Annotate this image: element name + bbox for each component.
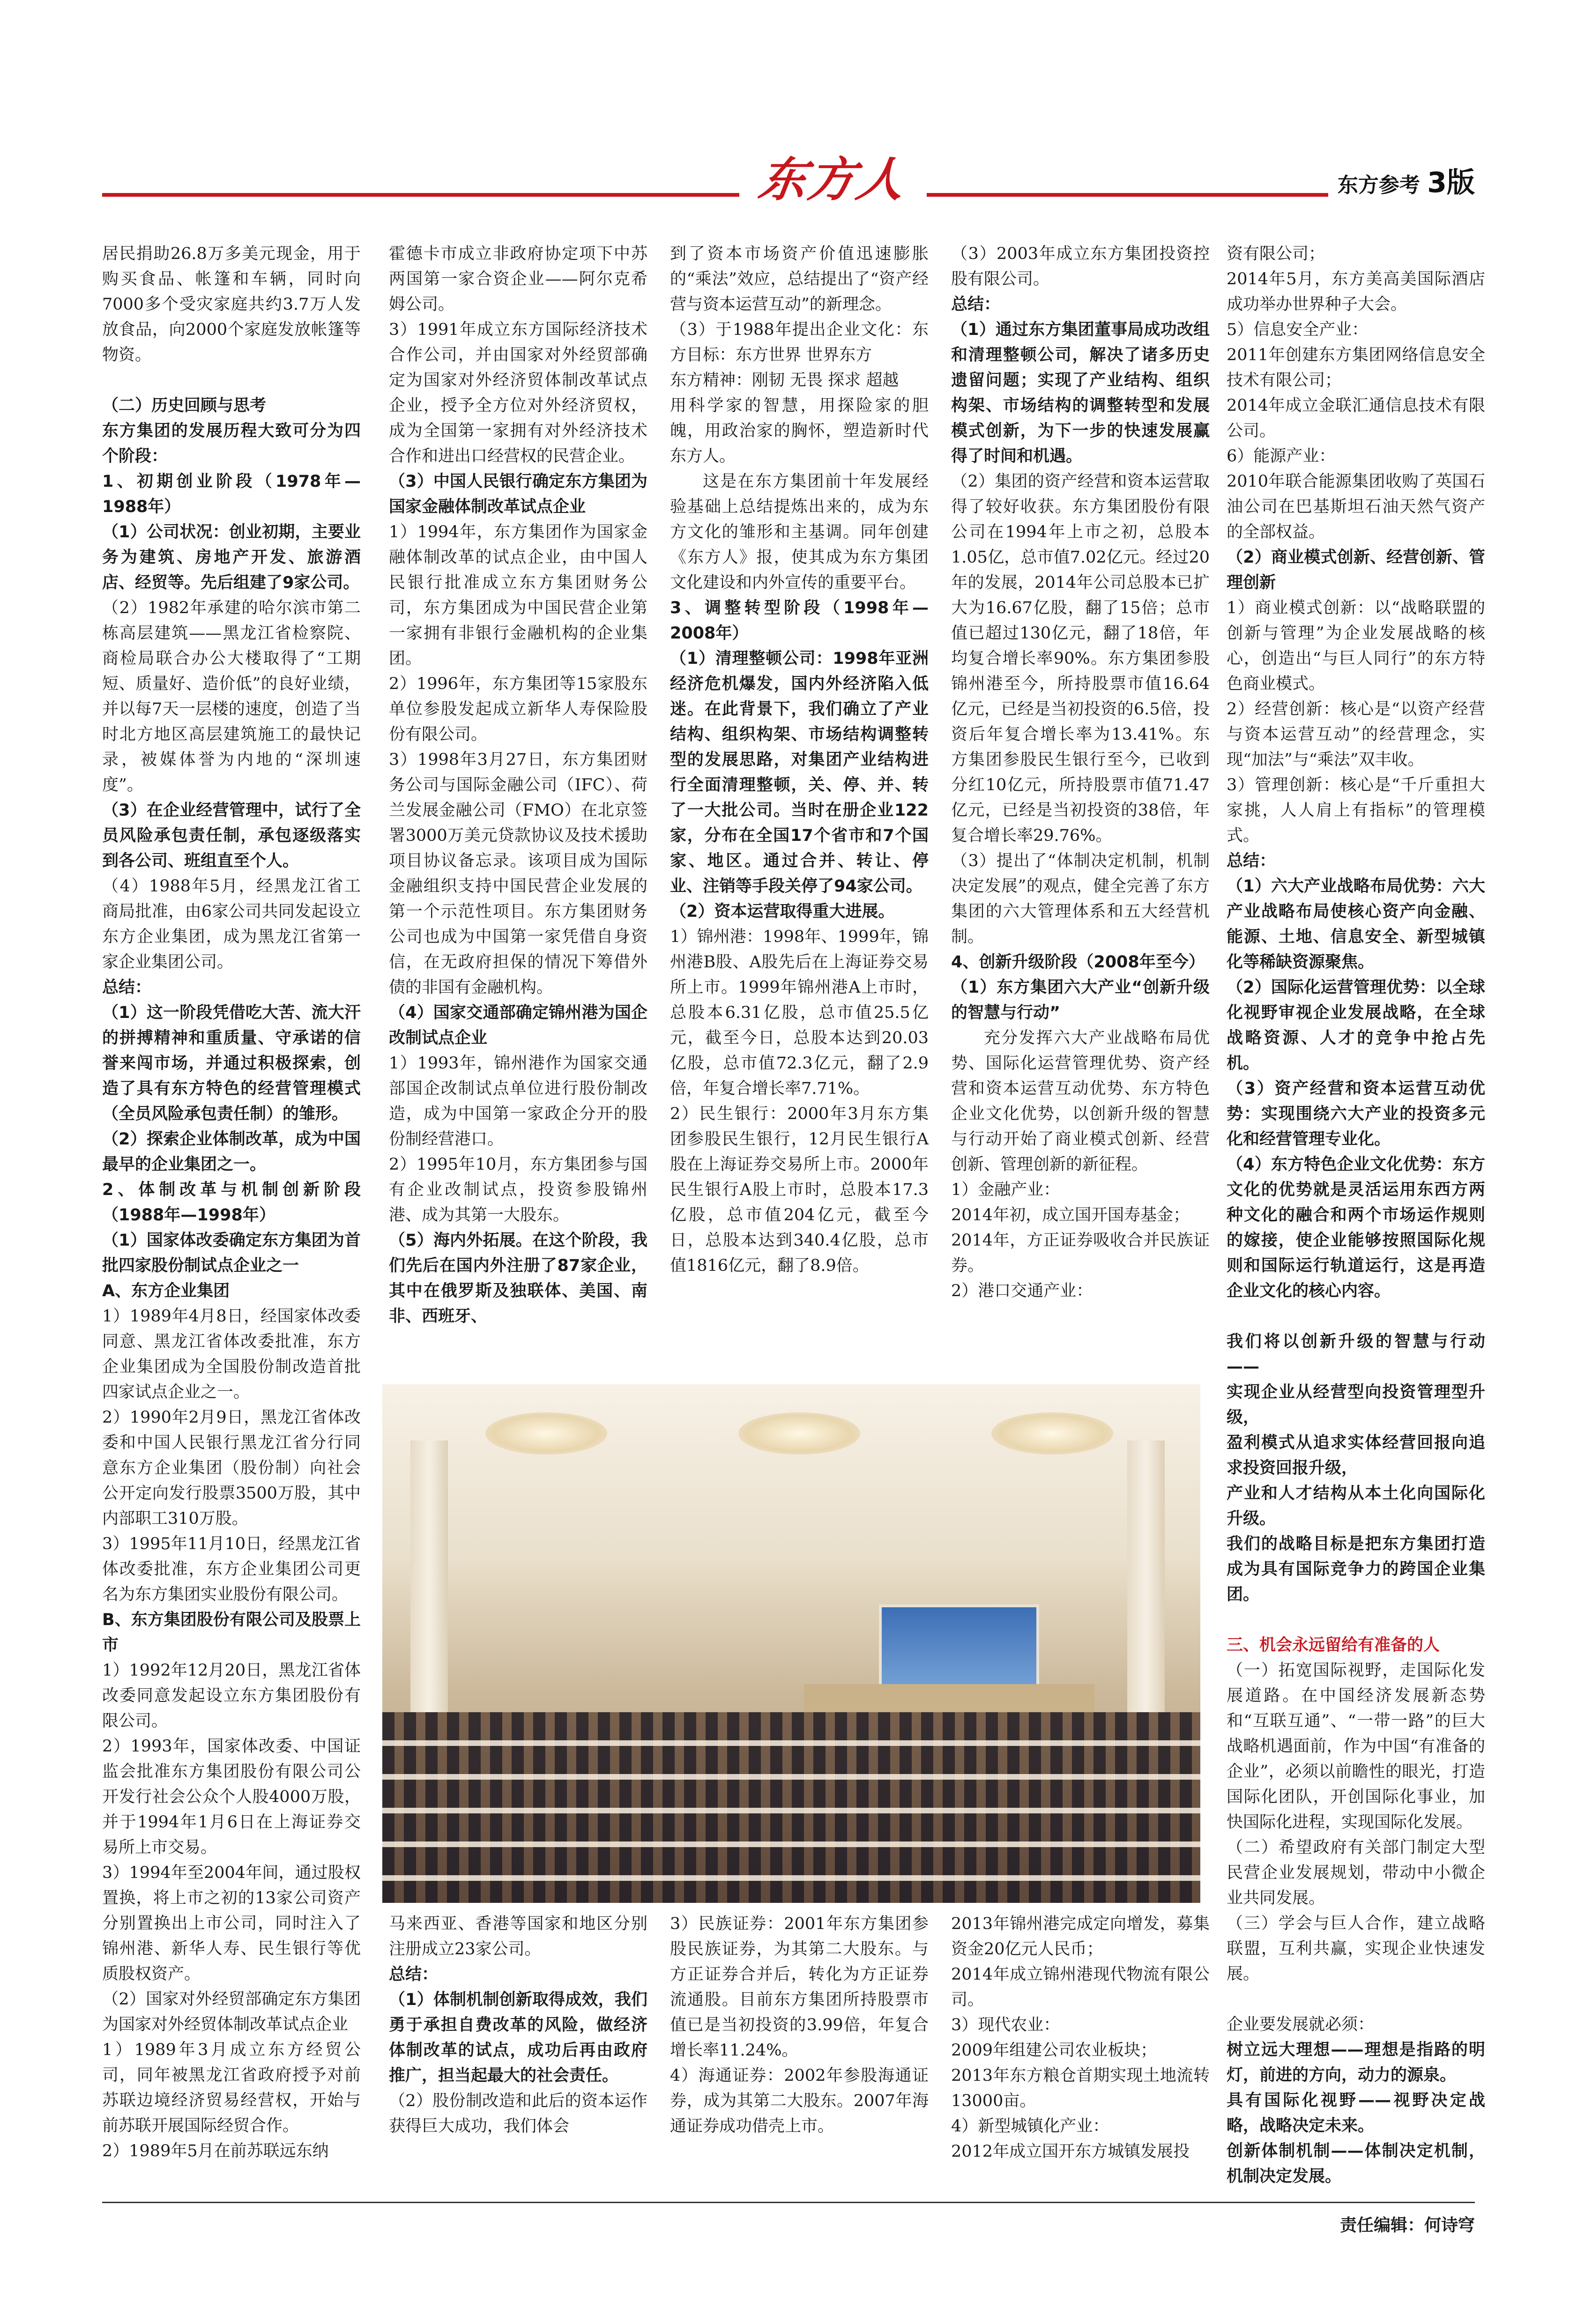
paragraph: （2）股份制改造和此后的资本运作获得巨大成功，我们体会 bbox=[389, 2092, 647, 2136]
paragraph: 6）能源产业： bbox=[1227, 447, 1336, 466]
paragraph: （4）1988年5月，经黑龙江省工商局批准，由6家公司共同发起设立东方企业集团，成为黑龙江省第一家企业集团公司。 bbox=[102, 877, 361, 972]
paragraph: （3）2003年成立东方集团投资控股有限公司。 bbox=[951, 245, 1210, 289]
paragraph: 3）1995年11月10日，经黑龙江省体改委批准，东方企业集团公司更名为东方集团实业股份有限公司。 bbox=[102, 1535, 361, 1604]
subheading: 创新体制机制——体制决定机制，机制决定发展。 bbox=[1227, 2142, 1485, 2186]
paragraph: 用科学家的智慧，用探险家的胆魄，用政治家的胸怀，塑造新时代东方人。 bbox=[670, 396, 929, 466]
paragraph: （一）拓宽国际视野，走国际化发展道路。在中国经济发展新态势和“互联互通”、“一带一路”的巨大战略机遇面前，作为中国“有准备的企业”，必须以前瞻性的眼光，打造国际化团队，开创国际化事业，加快国际化进程，实现国际化发展。 bbox=[1227, 1661, 1485, 1832]
paragraph: 2）1995年10月，东方集团参与国有企业改制试点，投资参股锦州港、成为其第一大股东。 bbox=[389, 1155, 647, 1225]
paragraph: 东方精神：刚韧 无畏 探求 超越 bbox=[670, 371, 899, 390]
paragraph: 充分发挥六大产业战略布局优势、国际化运营管理优势、资产经营和资本运营互动优势、东方特色企业文化优势，以创新升级的智慧与行动开始了商业模式创新、经营创新、管理创新的新征程。 bbox=[951, 1029, 1210, 1174]
subheading: （1）国家体改委确定东方集团为首批四家股份制试点企业之一 bbox=[102, 1231, 361, 1275]
paragraph: 1）1989年4月8日，经国家体改委同意、黑龙江省体改委批准，东方企业集团成为全国股份制改造首批四家试点企业之一。 bbox=[102, 1307, 361, 1402]
paragraph: 4）海通证券：2002年参股海通证券，成为其第二大股东。2007年海通证券成功借壳上市。 bbox=[670, 2066, 929, 2136]
paragraph: 企业要发展就必须： bbox=[1227, 2015, 1375, 2034]
subheading: （4）国家交通部确定锦州港为国企改制试点企业 bbox=[389, 1003, 647, 1047]
chandelier bbox=[485, 1412, 607, 1455]
subheading: （1）六大产业战略布局优势：六大产业战略布局使核心资产向金融、能源、土地、信息安全、新型城镇化等稀缺资源聚焦。 bbox=[1227, 877, 1485, 972]
subheading: 我们的战略目标是把东方集团打造成为具有国际竞争力的跨国企业集团。 bbox=[1227, 1535, 1485, 1604]
paragraph: 2013年锦州港完成定向增发，募集资金20亿元人民币； bbox=[951, 1915, 1210, 1959]
paragraph: 2009年组建公司农业板块； bbox=[951, 2041, 1157, 2060]
paragraph: 2）经营创新：核心是“以资产经营与资本运营互动”的经营理念，实现“加法”与“乘法”双丰收。 bbox=[1227, 700, 1485, 769]
paragraph: 居民捐助26.8万多美元现金，用于购买食品、帐篷和车辆，同时向7000多个受灾家庭共约3.7万人发放食品，向2000个家庭发放帐篷等物资。 bbox=[102, 245, 361, 364]
subheading: 实现企业从经营型向投资管理型升级， bbox=[1227, 1383, 1485, 1427]
paragraph: （2）1982年承建的哈尔滨市第二栋高层建筑——黑龙江省检察院、商检局联合办公大楼取得了“工期短、质量好、造价低”的良好业绩，并以每7天一层楼的速度，创造了当时北方地区高层建筑施工的最快记录，被媒体誉为内地的“深圳速度”。 bbox=[102, 599, 361, 794]
subheading: 具有国际化视野——视野决定战略，战略决定未来。 bbox=[1227, 2091, 1485, 2135]
paragraph: 1）1993年，锦州港作为国家交通部国企改制试点单位进行股份制改造，成为中国第一家政企分开的股份制经营港口。 bbox=[389, 1054, 647, 1149]
paragraph: 资有限公司； bbox=[1227, 245, 1325, 263]
paragraph: 1）锦州港：1998年、1999年，锦州港B股、A股先后在上海证券交易所上市。1999年锦州港A上市时，总股本6.31亿股，总市值25.5亿元，截至今日，总股本达到20.03亿股，总市值72.3亿元，翻了2.9倍，年复合增长率7.71%。 bbox=[670, 928, 929, 1098]
paragraph-spacer bbox=[1227, 1304, 1485, 1329]
paragraph: 2）港口交通产业： bbox=[951, 1282, 1093, 1300]
subheading: 树立远大理想——理想是指路的明灯，前进的方向，动力的源泉。 bbox=[1227, 2041, 1485, 2085]
paragraph-spacer bbox=[102, 368, 361, 393]
chandelier bbox=[738, 1412, 860, 1455]
subheading: 1、初期创业阶段（1978年—1988年） bbox=[102, 472, 361, 516]
subheading: （3）中国人民银行确定东方集团为国家金融体制改革试点企业 bbox=[389, 472, 647, 516]
paragraph: 2014年成立锦州港现代物流有限公司。 bbox=[951, 1965, 1210, 2009]
subheading: （1）通过东方集团董事局成功改组和清理整顿公司，解决了诸多历史遗留问题；实现了产业结构、组织构架、市场结构的调整转型和发展模式创新，为下一步的快速发展赢得了时间和机遇。 bbox=[951, 320, 1210, 466]
subheading: 总结： bbox=[389, 1965, 439, 1984]
subheading: （5）海内外拓展。在这个阶段，我们先后在国内外注册了87家企业，其中在俄罗斯及独联体、美国、南非、西班牙、 bbox=[389, 1231, 647, 1326]
paragraph: 5）信息安全产业： bbox=[1227, 320, 1369, 339]
paragraph: 2）民生银行：2000年3月东方集团参股民生银行，12月民生银行A股在上海证券交易所上市。2000年民生银行A股上市时，总股本17.3亿股，总市值204亿元，截至今日，总股本达到340.4亿股，总市值1816亿元，翻了8.9倍。 bbox=[670, 1105, 929, 1275]
subheading: （1）公司状况：创业初期，主要业务为建筑、房地产开发、旅游酒店、经贸等。先后组建了9家公司。 bbox=[102, 523, 361, 592]
paragraph: 2013年东方粮仓首期实现土地流转13000亩。 bbox=[951, 2066, 1210, 2110]
paragraph: （3）于1988年提出企业文化：东方目标：东方世界 世界东方 bbox=[670, 320, 929, 364]
paragraph: 2）1993年，国家体改委、中国证监会批准东方集团股份有限公司公开发行社会公众个人股4000万股，并于1994年1月6日在上海证券交易所上市交易。 bbox=[102, 1737, 361, 1857]
paragraph: 2010年联合能源集团收购了英国石油公司在巴基斯坦石油天然气资产的全部权益。 bbox=[1227, 472, 1485, 542]
subheading: （2）资本运营取得重大进展。 bbox=[670, 902, 895, 921]
subheading: （1）体制机制创新取得成效，我们勇于承担自费改革的风险，做经济体制改革的试点，成功后再由政府推广，担当起最大的社会责任。 bbox=[389, 1990, 647, 2085]
section-name: 东方参考 bbox=[1337, 173, 1420, 197]
subheading: （2）国际化运营管理优势：以全球化视野审视企业发展战略，在全球战略资源、人才的竞争中抢占先机。 bbox=[1227, 978, 1485, 1073]
paragraph: 3）1998年3月27日，东方集团财务公司与国际金融公司（IFC）、荷兰发展金融公司（FMO）在北京签署3000万美元贷款协议及技术援助项目协议备忘录。该项目成为国际金融组织支持中国民营企业发展的第一个示范性项目。东方集团财务公司也成为中国第一家凭借自身资信，在无政府担保的情况下筹借外债的非国有金融机构。 bbox=[389, 750, 647, 997]
subheading: 盈利模式从追求实体经营回报向追求投资回报升级， bbox=[1227, 1433, 1485, 1478]
page-number: 3版 bbox=[1427, 166, 1475, 199]
logo-text: 东方人 bbox=[755, 152, 910, 207]
paragraph: 到了资本市场资产价值迅速膨胀的“乘法”效应，总结提出了“资产经营与资本运营互动”的新理念。 bbox=[670, 245, 929, 314]
column-3-top bbox=[670, 241, 929, 1278]
paragraph: 2012年成立国开东方城镇发展投 bbox=[951, 2142, 1190, 2161]
subheading: 总结： bbox=[1227, 852, 1276, 870]
subheading: A、东方企业集团 bbox=[102, 1282, 230, 1300]
paragraph: 3）1991年成立东方国际经济技术合作公司，并由国家对外经贸部确定为国家对外经济贸体制改革试点企业，授予全方位对外经济贸权，成为全国第一家拥有对外经济技术合作和进出口经营权的民营企业。 bbox=[389, 320, 647, 466]
paragraph: 1）1994年，东方集团作为国家金融体制改革的试点企业，由中国人民银行批准成立东方集团财务公司，东方集团成为中国民营企业第一家拥有非银行金融机构的企业集团。 bbox=[389, 523, 647, 668]
paragraph: 霍德卡市成立非政府协定项下中苏两国第一家合资企业——阿尔克希姆公司。 bbox=[389, 245, 647, 314]
subheading: （4）东方特色企业文化优势：东方文化的优势就是灵活运用东西方两种文化的融合和两个市场运作规则的嫁接，使企业能够按照国际化规则和国际运行轨道运行，这是再造企业文化的核心内容。 bbox=[1227, 1155, 1485, 1300]
paragraph: （3）提出了“体制决定机制，机制决定发展”的观点，健全完善了东方集团的六大管理体系和五大经营机制。 bbox=[951, 852, 1210, 946]
paragraph-spacer bbox=[1227, 1607, 1485, 1633]
column-2-bottom bbox=[389, 1911, 647, 2139]
paragraph: 3）1994年至2004年间，通过股权置换，将上市之初的13家公司资产分别置换出上市公司，同时注入了锦州港、新华人寿、民生银行等优质股权资产。 bbox=[102, 1864, 361, 1983]
column-5 bbox=[1227, 241, 1485, 2189]
column-4-top bbox=[951, 241, 1210, 1304]
subheading: （1）清理整顿公司：1998年亚洲经济危机爆发，国内外经济陷入低迷。在此背景下，我们确立了产业结构、组织构架、市场结构调整转型的发展思路，对集团产业结构进行全面清理整顿，关、停、并、转了一大批公司。当时在册企业122家，分布在全国17个省市和7个国家、地区。通过合并、转让、停业、注销等手段关停了94家公司。 bbox=[670, 649, 929, 896]
subheading: 2、体制改革与机制创新阶段（1988年—1998年） bbox=[102, 1181, 361, 1225]
subheading: （1）这一阶段凭借吃大苦、流大汗的拼搏精神和重质量、守承诺的信誉来闯市场，并通过积极探索，创造了具有东方特色的经营管理模式（全员风险承包责任制）的雏形。 bbox=[102, 1003, 361, 1123]
seat-rows bbox=[382, 1712, 1200, 1903]
paragraph: 1）金融产业： bbox=[951, 1181, 1060, 1199]
paragraph: 2014年成立金联汇通信息技术有限公司。 bbox=[1227, 396, 1485, 440]
subheading: B、东方集团股份有限公司及股票上市 bbox=[102, 1611, 361, 1655]
subheading: （二）历史回顾与思考 bbox=[102, 396, 267, 415]
chandelier bbox=[991, 1412, 1113, 1455]
column-4-bottom bbox=[951, 1911, 1210, 2164]
footer-rule bbox=[102, 2202, 1475, 2203]
newspaper-logo bbox=[739, 150, 927, 207]
paragraph: 2）1990年2月9日，黑龙江省体改委和中国人民银行黑龙江省分行同意东方企业集团（股份制）向社会公开定向发行股票3500万股，其中内部职工310万股。 bbox=[102, 1408, 361, 1528]
section-heading: 三、机会永远留给有准备的人 bbox=[1227, 1636, 1440, 1655]
column-2-top bbox=[389, 241, 647, 1329]
subheading: （3）资产经营和资本运营互动优势：实现围绕六大产业的投资多元化和经营管理专业化。 bbox=[1227, 1079, 1485, 1149]
paragraph: 2）1989年5月在前苏联远东纳 bbox=[102, 2142, 329, 2161]
column-3-bottom bbox=[670, 1911, 929, 2139]
subheading: 3、调整转型阶段（1998年—2008年） bbox=[670, 599, 929, 643]
paragraph: 1）1989年3月成立东方经贸公司，同年被黑龙江省政府授予对前苏联边境经济贸易经营权，开始与前苏联开展国际经贸合作。 bbox=[102, 2041, 361, 2135]
subheading: （2）商业模式创新、经营创新、管理创新 bbox=[1227, 548, 1485, 592]
column-1 bbox=[102, 241, 361, 2164]
paragraph: 2014年5月，东方美高美国际酒店成功举办世界种子大会。 bbox=[1227, 270, 1485, 314]
subheading: 总结： bbox=[102, 978, 152, 997]
conference-photo bbox=[382, 1384, 1200, 1903]
paragraph: 2）1996年，东方集团等15家股东单位参股发起成立新华人寿保险股份有限公司。 bbox=[389, 675, 647, 744]
subheading: 4、创新升级阶段（2008年至今） bbox=[951, 953, 1205, 972]
paragraph: 2014年初，成立国开国寿基金； bbox=[951, 1206, 1190, 1225]
subheading: 产业和人才结构从本土化向国际化升级。 bbox=[1227, 1484, 1485, 1528]
subheading: 东方集团的发展历程大致可分为四个阶段： bbox=[102, 422, 361, 466]
paragraph: 2014年，方正证券吸收合并民族证券。 bbox=[951, 1231, 1210, 1275]
responsible-editor: 责任编辑：何诗穹 bbox=[1339, 2216, 1475, 2235]
paragraph: 4）新型城镇化产业： bbox=[951, 2117, 1109, 2136]
subheading: （2）探索企业体制改革，成为中国最早的企业集团之一。 bbox=[102, 1130, 361, 1174]
paragraph: 1）1992年12月20日，黑龙江省体改委同意发起设立东方集团股份有限公司。 bbox=[102, 1661, 361, 1730]
subheading: （1）东方集团六大产业“创新升级的智慧与行动” bbox=[951, 978, 1210, 1022]
paragraph: 3）管理创新：核心是“千斤重担大家挑，人人肩上有指标”的管理模式。 bbox=[1227, 776, 1485, 845]
subheading: （3）在企业经营管理中，试行了全员风险承包责任制，承包逐级落实到各公司、班组直至个人。 bbox=[102, 801, 361, 870]
paragraph: 马来西亚、香港等国家和地区分别注册成立23家公司。 bbox=[389, 1915, 647, 1959]
paragraph: 2011年创建东方集团网络信息安全技术有限公司； bbox=[1227, 346, 1485, 390]
subheading: 总结： bbox=[951, 295, 1001, 314]
photo-ceiling bbox=[382, 1384, 1200, 1562]
subheading: 我们将以创新升级的智慧与行动—— bbox=[1227, 1332, 1485, 1376]
paragraph: 3）现代农业： bbox=[951, 2016, 1060, 2034]
paragraph: （二）希望政府有关部门制定大型民营企业发展规划，带动中小微企业共同发展。 bbox=[1227, 1838, 1485, 1908]
paragraph-spacer bbox=[1227, 1987, 1485, 2012]
paragraph: 1）商业模式创新：以“战略联盟的创新与管理”为企业发展战略的核心，创造出“与巨人同行”的东方特色商业模式。 bbox=[1227, 599, 1485, 693]
paragraph: 3）民族证券：2001年东方集团参股民族证券，为其第二大股东。与方正证券合并后，转化为方正证券流通股。目前东方集团所持股票市值已是当初投资的3.99倍，年复合增长率11.24%。 bbox=[670, 1915, 929, 2060]
masthead bbox=[102, 150, 1475, 207]
paragraph: （2）国家对外经贸部确定东方集团为国家对外经贸体制改革试点企业 bbox=[102, 1990, 361, 2034]
paragraph: 这是在东方集团前十年发展经验基础上总结提炼出来的，成为东方文化的雏形和主基调。同年创建《东方人》报，使其成为东方集团文化建设和内外宣传的重要平台。 bbox=[670, 472, 929, 592]
paragraph: （三）学会与巨人合作，建立战略联盟，互利共赢，实现企业快速发展。 bbox=[1227, 1914, 1485, 1983]
section-title bbox=[1328, 160, 1475, 200]
paragraph: （2）集团的资产经营和资本运营取得了较好收获。东方集团股份有限公司在1994年上市之初，总股本1.05亿，总市值7.02亿元。经过20年的发展，2014年公司总股本已扩大为16.67亿股，翻了15倍；总市值已超过130亿元，翻了18倍，年均复合增长率90%。东方集团参股锦州港至今，所持股票市值16.64亿元，已经是当初投资的6.5倍，投资后年复合增长率为13.41%。东方集团参股民生银行至今，已收到分红10亿元，所持股票市值71.47亿元，已经是当初投资的38倍，年复合增长率29.76%。 bbox=[951, 472, 1210, 845]
